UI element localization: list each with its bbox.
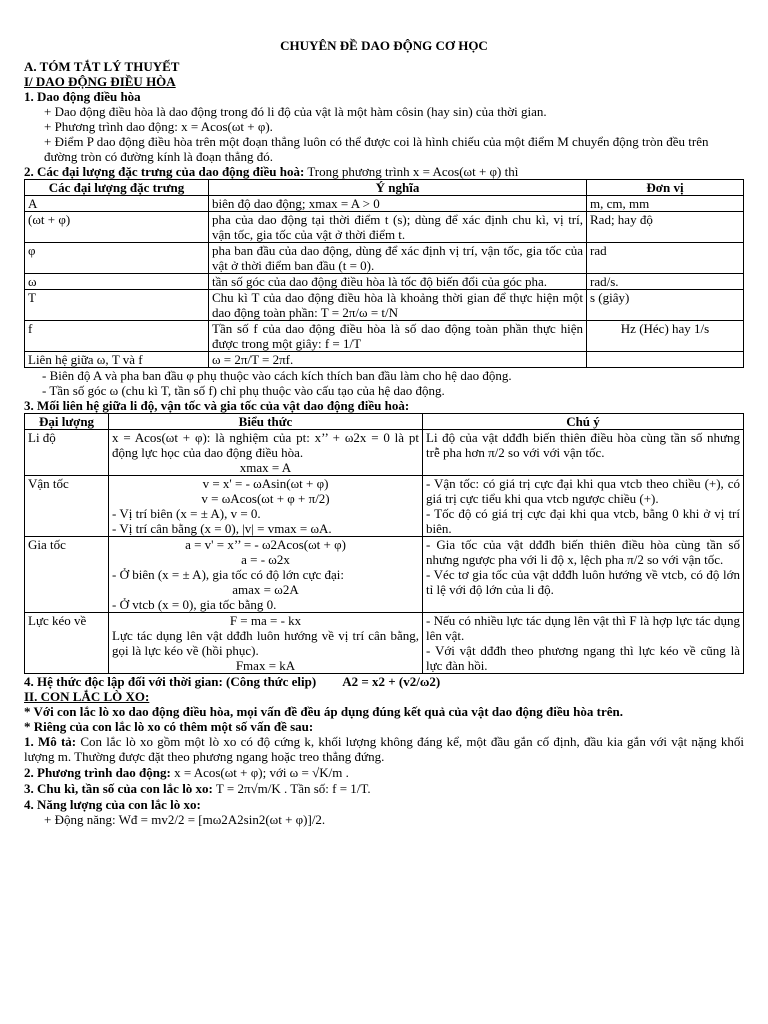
table-header-row bbox=[25, 414, 744, 430]
cell-line: - Nếu có nhiều lực tác dụng lên vật thì F là hợp lực tác dụng lên vật. bbox=[426, 613, 740, 643]
ii-item2 bbox=[24, 765, 744, 780]
ii-bullet1: * Với con lắc lò xo dao động điều hòa, mọi vấn đề đều áp dụng đúng kết quả của vật dao động điều hòa trên. bbox=[24, 704, 623, 719]
table-row bbox=[25, 352, 744, 368]
ii-item1-text: Con lắc lò xo gồm một lò xo có độ cứng k, khối lượng không đáng kể, một đầu gắn cố định, đầu kia gắn với vật nặng khối lượng m. Thường được đặt theo phương ngang hoặc treo thẳng đứng. bbox=[24, 734, 744, 764]
table-cell: φ bbox=[25, 243, 209, 274]
table-cell: biên độ dao động; xmax = A > 0 bbox=[209, 196, 587, 212]
table-cell: pha của dao động tại thời điểm t (s); dùng để xác định chu kì, vị trí, vận tốc, gia tốc của vật ở thời điểm t. bbox=[209, 212, 587, 243]
table-cell: rad/s. bbox=[587, 274, 744, 290]
table-cell: Rad; hay độ bbox=[587, 212, 744, 243]
ii-item3-heading: 3. Chu kì, tần số của con lắc lò xo: bbox=[24, 781, 213, 796]
table-cell: A bbox=[25, 196, 209, 212]
table-cell: pha ban đầu của dao động, dùng để xác định vị trí, vận tốc, gia tốc của vật ở thời điểm ban đầu (t = 0). bbox=[209, 243, 587, 274]
table-row bbox=[25, 537, 744, 613]
cell-line: F = ma = - kx bbox=[229, 613, 302, 628]
table-header: Ý nghĩa bbox=[209, 180, 587, 196]
cell-line: Lực tác dụng lên vật dđđh luôn hướng về vị trí cân bằng, gọi là lực kéo về (hồi phục). bbox=[112, 628, 419, 658]
table-cell: Hz (Héc) hay 1/s bbox=[587, 321, 744, 352]
s1-p3: + Điểm P dao động điều hòa trên một đoạn thẳng luôn có thể được coi là hình chiếu của một điểm M chuyển động tròn đều trên đường tròn có đường kính là đoạn thẳng đó. bbox=[44, 134, 709, 164]
characteristics-table bbox=[24, 179, 744, 368]
table-cell: T bbox=[25, 290, 209, 321]
s1-heading: 1. Dao động điều hòa bbox=[24, 89, 141, 104]
table-cell: Lực kéo về bbox=[25, 613, 109, 674]
s1-p1: + Dao động điều hòa là dao động trong đó li độ của vật là một hàm côsin (hay sin) của thời gian. bbox=[44, 104, 547, 119]
cell-line: x = Acos(ωt + φ): là nghiệm của pt: x’’ + ω2x = 0 là pt động lực học của dao động điều hòa. bbox=[112, 430, 419, 460]
cell-line: amax = ω2A bbox=[232, 582, 299, 597]
table-row bbox=[25, 430, 744, 476]
table-cell: ω bbox=[25, 274, 209, 290]
page-title: CHUYÊN ĐỀ DAO ĐỘNG CƠ HỌC bbox=[280, 38, 488, 53]
ii-item2-text: x = Acos(ωt + φ); với ω = √K/m . bbox=[170, 765, 349, 780]
cell-line: - Vận tốc: có giá trị cực đại khi qua vtcb theo chiều (+), có giá trị cực tiểu khi qua vtcb ngược chiều (+). bbox=[426, 476, 740, 506]
ii-item2-heading: 2. Phương trình dao động: bbox=[24, 765, 171, 780]
ii-item4-text: + Động năng: Wđ = mv2/2 = [mω2A2sin2(ωt + φ)]/2. bbox=[44, 812, 326, 827]
table-cell: tần số góc của dao động điều hòa là tốc độ biến đổi của góc pha. bbox=[209, 274, 587, 290]
cell-line: v = ωAcos(ωt + φ + π/2) bbox=[201, 491, 330, 506]
table-cell: (ωt + φ) bbox=[25, 212, 209, 243]
table-cell bbox=[423, 476, 744, 537]
s1-p2: + Phương trình dao động: x = Acos(ωt + φ). bbox=[44, 119, 273, 134]
relation-table bbox=[24, 413, 744, 674]
table-cell: ω = 2π/T = 2πf. bbox=[209, 352, 587, 368]
table-cell: rad bbox=[587, 243, 744, 274]
table-cell bbox=[423, 613, 744, 674]
table-cell: Tần số f của dao động điều hòa là số dao động toàn phần thực hiện được trong một giây: f = 1/T bbox=[209, 321, 587, 352]
section-i-heading: I/ DAO ĐỘNG ĐIỀU HÒA bbox=[24, 74, 176, 89]
ii-item3 bbox=[24, 781, 744, 796]
table-cell: Chu kì T của dao động điều hòa là khoảng thời gian để thực hiện một dao động toàn phần: T = 2π/ω = t/N bbox=[209, 290, 587, 321]
cell-line: v = x' = - ωAsin(ωt + φ) bbox=[202, 476, 329, 491]
table-cell bbox=[109, 430, 423, 476]
document-page bbox=[24, 38, 744, 827]
table-header: Các đại lượng đặc trưng bbox=[25, 180, 209, 196]
ii-item1 bbox=[24, 734, 744, 764]
cell-line: - Gia tốc của vật dđđh biến thiên điều hòa cùng tần số nhưng ngược pha với li độ x, lệch pha π/2 so với vận tốc. bbox=[426, 537, 740, 567]
table-row bbox=[25, 290, 744, 321]
s3-heading: 3. Mối liên hệ giữa li độ, vận tốc và gia tốc của vật dao động điều hoà: bbox=[24, 398, 410, 413]
s2-heading: 2. Các đại lượng đặc trưng của dao động điều hoà: bbox=[24, 164, 305, 179]
table-cell: Li độ bbox=[25, 430, 109, 476]
table-cell bbox=[423, 537, 744, 613]
table-row bbox=[25, 212, 744, 243]
s2-heading-line bbox=[24, 164, 744, 179]
table-header-row bbox=[25, 180, 744, 196]
cell-line: - Vị trí cân bằng (x = 0), |v| = vmax = ωA. bbox=[112, 521, 332, 536]
s2-note2: - Tần số góc ω (chu kì T, tần số f) chỉ phụ thuộc vào cấu tạo của hệ dao động. bbox=[42, 383, 445, 398]
table-cell: m, cm, mm bbox=[587, 196, 744, 212]
table-cell bbox=[109, 537, 423, 613]
table-cell bbox=[109, 613, 423, 674]
cell-line: - Véc tơ gia tốc của vật dđđh luôn hướng về vtcb, có độ lớn tỉ lệ với độ lớn của li độ. bbox=[426, 567, 740, 597]
ii-bullet2: * Riêng của con lắc lò xo có thêm một số vấn đề sau: bbox=[24, 719, 314, 734]
section-a-heading: A. TÓM TẮT LÝ THUYẾT bbox=[24, 59, 180, 74]
table-row bbox=[25, 274, 744, 290]
cell-line: Li độ của vật dđđh biến thiên điều hòa cùng tần số nhưng trễ pha hơn π/2 so với với vận tốc. bbox=[426, 430, 740, 460]
s4-heading: 4. Hệ thức độc lập đối với thời gian: (Công thức elip) bbox=[24, 674, 317, 689]
table-header: Biểu thức bbox=[109, 414, 423, 430]
section-ii-heading: II. CON LẮC LÒ XO: bbox=[24, 689, 150, 704]
table-cell: Vận tốc bbox=[25, 476, 109, 537]
table-row bbox=[25, 196, 744, 212]
table-cell bbox=[109, 476, 423, 537]
cell-line: - Vị trí biên (x = ± A), v = 0. bbox=[112, 506, 261, 521]
table-cell bbox=[587, 352, 744, 368]
table-cell: f bbox=[25, 321, 209, 352]
s4-line bbox=[24, 674, 744, 689]
table-cell: Gia tốc bbox=[25, 537, 109, 613]
cell-line: - Ở biên (x = ± A), gia tốc có độ lớn cực đại: bbox=[112, 567, 344, 582]
ii-item4 bbox=[24, 797, 744, 812]
table-cell bbox=[423, 430, 744, 476]
s4-formula: A2 = x2 + (v2/ω2) bbox=[342, 674, 441, 689]
table-header: Chú ý bbox=[423, 414, 744, 430]
table-header: Đại lượng bbox=[25, 414, 109, 430]
s2-note1: - Biên độ A và pha ban đầu φ phụ thuộc vào cách kích thích ban đầu làm cho hệ dao động. bbox=[42, 368, 512, 383]
table-row bbox=[25, 321, 744, 352]
table-row bbox=[25, 243, 744, 274]
cell-line: xmax = A bbox=[239, 460, 292, 475]
cell-line: a = - ω2x bbox=[241, 552, 290, 567]
cell-line: - Ở vtcb (x = 0), gia tốc bằng 0. bbox=[112, 597, 277, 612]
table-header: Đơn vị bbox=[587, 180, 744, 196]
cell-line: - Với vật dđđh theo phương ngang thì lực kéo về cũng là lực đàn hồi. bbox=[426, 643, 740, 673]
cell-line: a = v' = x’’ = - ω2Acos(ωt + φ) bbox=[185, 537, 346, 552]
table-cell: s (giây) bbox=[587, 290, 744, 321]
s2-heading-tail: Trong phương trình x = Acos(ωt + φ) thì bbox=[304, 164, 519, 179]
ii-item1-heading: 1. Mô tả: bbox=[24, 734, 77, 749]
ii-item4-heading: 4. Năng lượng của con lắc lò xo: bbox=[24, 797, 201, 812]
table-row bbox=[25, 613, 744, 674]
cell-line: - Tốc độ có giá trị cực đại khi qua vtcb, bằng 0 khi ở vị trí biên. bbox=[426, 506, 740, 536]
table-row bbox=[25, 476, 744, 537]
table-cell: Liên hệ giữa ω, T và f bbox=[25, 352, 209, 368]
ii-item3-text: T = 2π√m/K . Tần số: f = 1/T. bbox=[212, 781, 371, 796]
cell-line: Fmax = kA bbox=[235, 658, 296, 673]
